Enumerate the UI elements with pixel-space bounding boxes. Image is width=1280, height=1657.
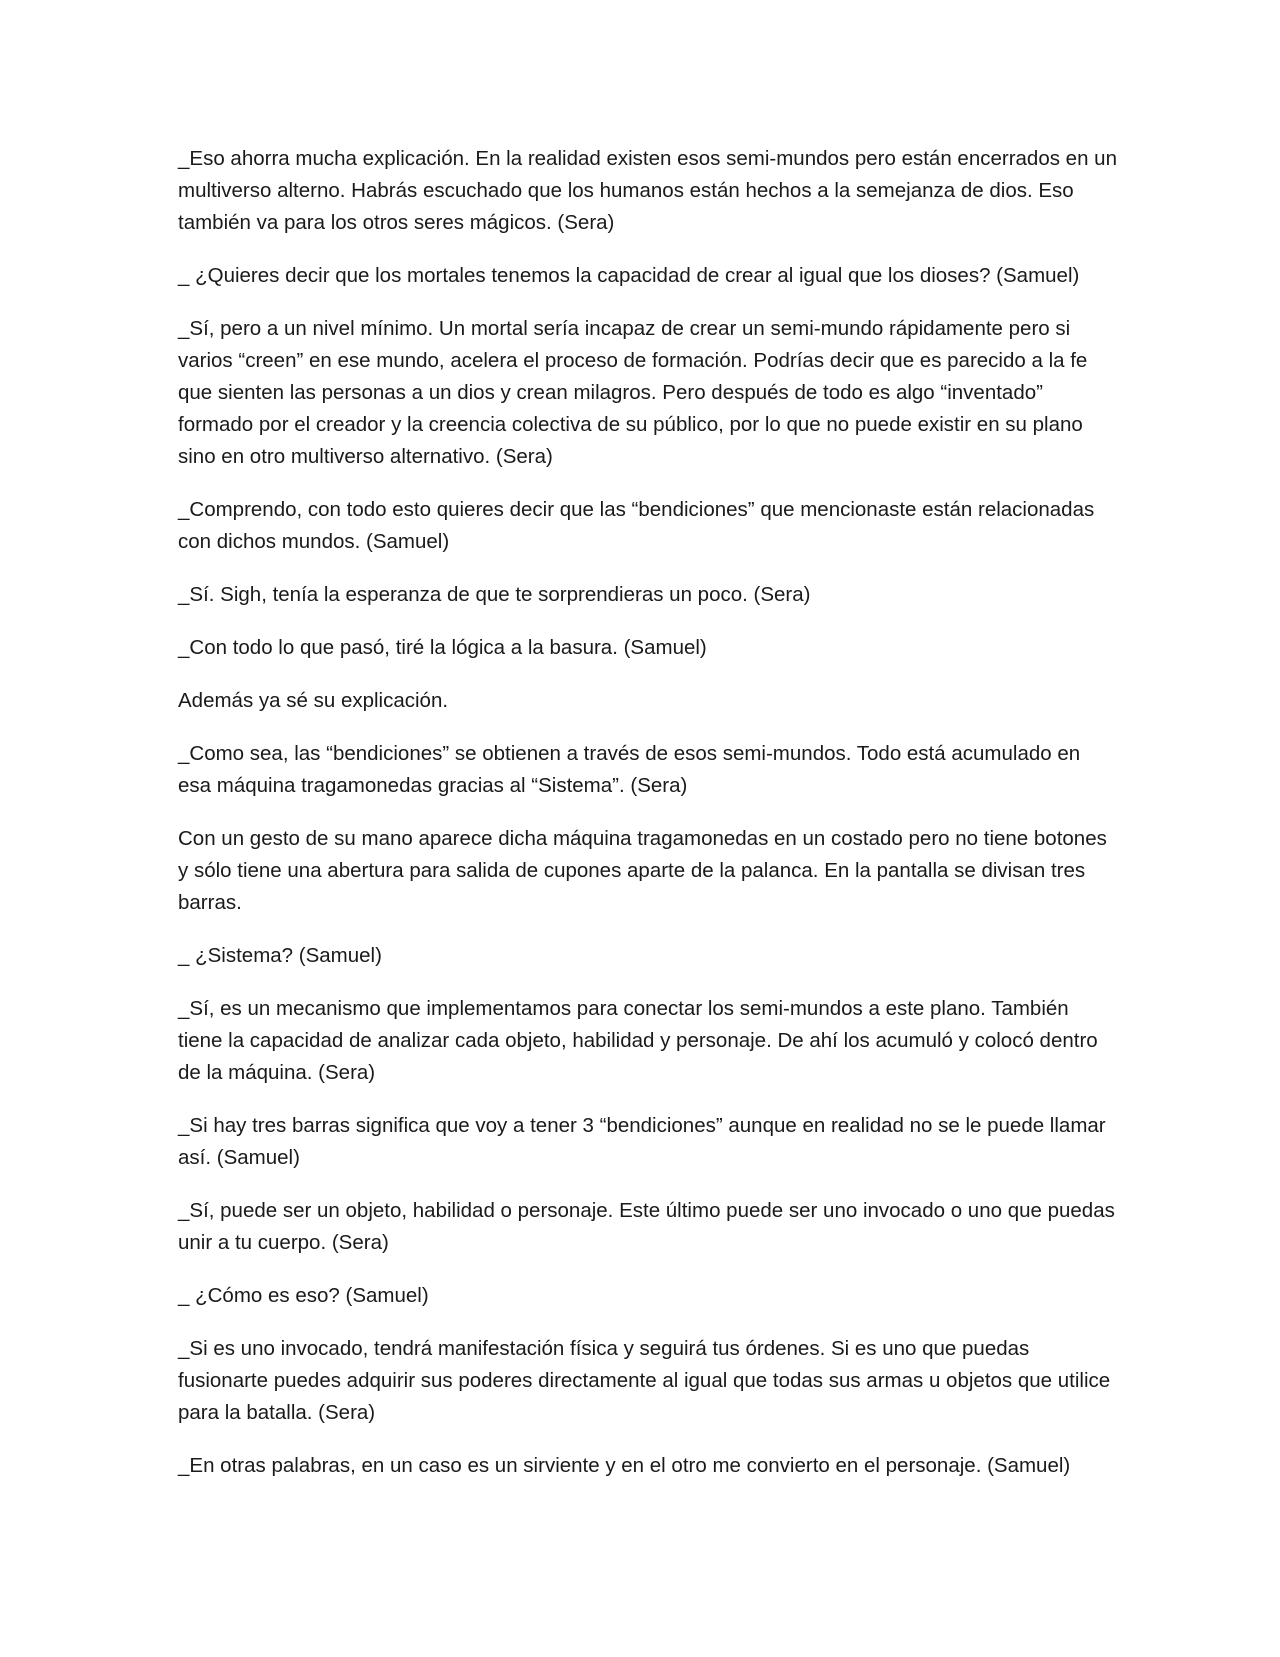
paragraph-12: _Si hay tres barras significa que voy a tener 3 “bendiciones” aunque en realidad no se le puede llamar así. (Samuel)	[178, 1114, 1106, 1169]
paragraph-11: _Sí, es un mecanismo que implementamos para conectar los semi-mundos a este plano. También tiene la capacidad de analizar cada objeto, habilidad y personaje. De ahí los acumuló y colocó dentro de la máquina. (Sera)	[178, 997, 1098, 1084]
paragraph-7: Además ya sé su explicación.	[178, 689, 449, 712]
paragraph-14: _ ¿Cómo es eso? (Samuel)	[178, 1284, 429, 1307]
document-body	[178, 143, 1118, 1503]
paragraph-3: _Sí, pero a un nivel mínimo. Un mortal sería incapaz de crear un semi-mundo rápidamente pero si varios “creen” en ese mundo, acelera el proceso de formación. Podrías decir que es parecido a la fe que sienten las personas a un dios y crean milagros. Pero después de todo es algo “inventado” formado por el creador y la creencia colectiva de su público, por lo que no puede existir en su plano sino en otro multiverso alternativo. (Sera)	[178, 317, 1088, 468]
paragraph-16: _En otras palabras, en un caso es un sirviente y en el otro me convierto en el personaje. (Samuel)	[178, 1454, 1071, 1477]
paragraph-6: _Con todo lo que pasó, tiré la lógica a la basura. (Samuel)	[178, 636, 707, 659]
paragraph-2: _ ¿Quieres decir que los mortales tenemos la capacidad de crear al igual que los dioses? (Samuel)	[178, 264, 1080, 287]
paragraph-4: _Comprendo, con todo esto quieres decir que las “bendiciones” que mencionaste están relacionadas con dichos mundos. (Samuel)	[178, 498, 1095, 553]
paragraph-15: _Si es uno invocado, tendrá manifestación física y seguirá tus órdenes. Si es uno que puedas fusionarte puedes adquirir sus poderes directamente al igual que todas sus armas u objetos que utilice para la batalla. (Sera)	[178, 1337, 1111, 1424]
paragraph-1: _Eso ahorra mucha explicación. En la realidad existen esos semi-mundos pero están encerrados en un multiverso alterno. Habrás escuchado que los humanos están hechos a la semejanza de dios. Eso también va para los otros seres mágicos. (Sera)	[178, 147, 1117, 234]
paragraph-10: _ ¿Sistema? (Samuel)	[178, 944, 382, 967]
paragraph-9: Con un gesto de su mano aparece dicha máquina tragamonedas en un costado pero no tiene botones y sólo tiene una abertura para salida de cupones aparte de la palanca. En la pantalla se divisan tres barras.	[178, 827, 1107, 914]
paragraph-5: _Sí. Sigh, tenía la esperanza de que te sorprendieras un poco. (Sera)	[178, 583, 811, 606]
paragraph-8: _Como sea, las “bendiciones” se obtienen a través de esos semi-mundos. Todo está acumulado en esa máquina tragamonedas gracias al “Sistema”. (Sera)	[178, 742, 1081, 797]
paragraph-13: _Sí, puede ser un objeto, habilidad o personaje. Este último puede ser uno invocado o uno que puedas unir a tu cuerpo. (Sera)	[178, 1199, 1115, 1254]
